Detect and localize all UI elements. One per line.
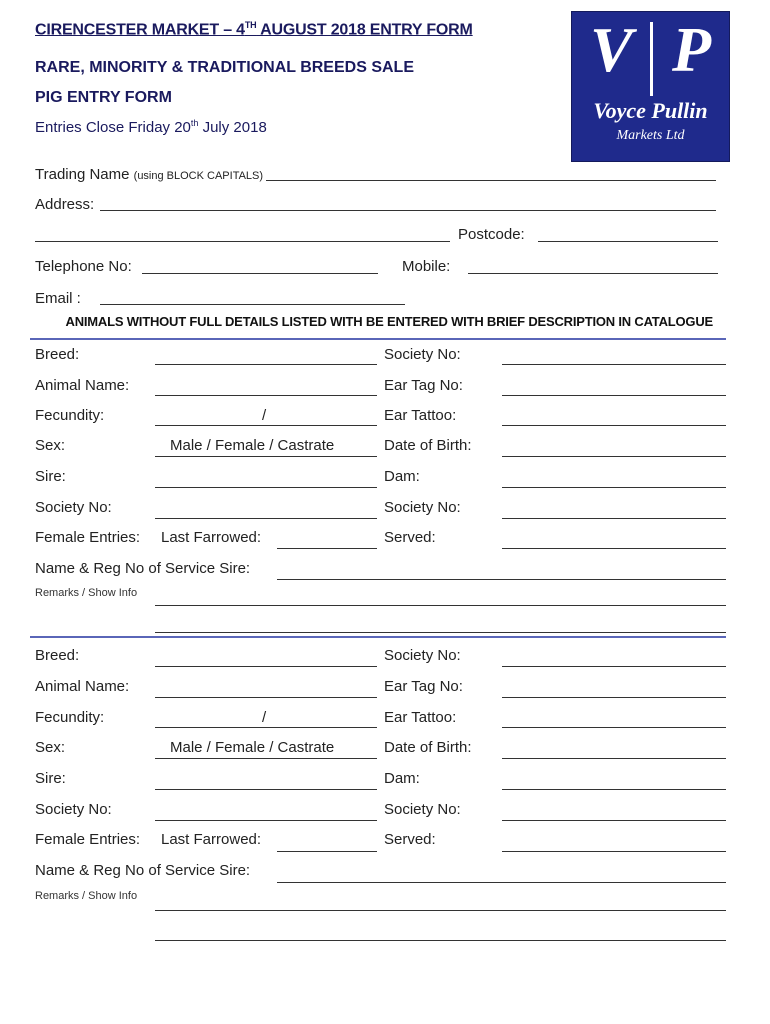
company-logo [571,11,730,162]
breed-field[interactable] [155,364,377,365]
logo-letter-v: V [590,14,633,85]
mobile-field[interactable] [468,273,718,274]
service-sire-label: Name & Reg No of Service Sire: [35,560,251,577]
sex-label: Sex: [35,437,66,454]
catalogue-notice: ANIMALS WITHOUT FULL DETAILS LISTED WITH BE ENTERED WITH BRIEF DESCRIPTION IN CATALOGUE [65,314,713,329]
email-label: Email : [35,290,81,307]
logo-letter-p: P [672,14,712,85]
society-no-label: Society No: [384,346,461,363]
logo-divider [650,22,653,96]
served-label: Served: [384,831,436,848]
ear-tattoo-field[interactable] [502,727,726,728]
form-subtitle: PIG ENTRY FORM [35,89,172,106]
ear-tattoo-label: Ear Tattoo: [384,407,457,424]
logo-company-sub: Markets Ltd [616,128,685,143]
remarks-field-line1[interactable] [155,605,726,606]
ear-tattoo-field[interactable] [502,425,726,426]
ear-tattoo-label: Ear Tattoo: [384,709,457,726]
postcode-field[interactable] [538,241,718,242]
breed-label: Breed: [35,346,80,363]
society-no-field[interactable] [502,364,726,365]
dam-field[interactable] [502,789,726,790]
remarks-label: Remarks / Show Info [35,890,138,902]
society-no-label: Society No: [384,647,461,664]
email-field[interactable] [100,304,405,305]
dam-society-no-field[interactable] [502,518,726,519]
remarks-label: Remarks / Show Info [35,587,138,599]
date-of-birth-label: Date of Birth: [384,739,472,756]
breed-field[interactable] [155,666,377,667]
female-entries-label: Female Entries: [35,831,141,848]
trading-name-field[interactable] [266,180,716,181]
dam-society-no-label: Society No: [384,499,461,516]
sex-options[interactable]: Male / Female / Castrate [170,739,335,756]
dam-field[interactable] [502,487,726,488]
ear-tag-field[interactable] [502,697,726,698]
fecundity-label: Fecundity: [35,709,105,726]
remarks-field-line2[interactable] [155,940,726,941]
female-entries-label: Female Entries: [35,529,141,546]
served-field[interactable] [502,548,726,549]
fecundity-field[interactable] [155,727,377,728]
postcode-label: Postcode: [458,226,525,243]
sire-label: Sire: [35,468,66,485]
service-sire-label: Name & Reg No of Service Sire: [35,862,251,879]
ear-tag-label: Ear Tag No: [384,377,463,394]
form-title: CIRENCESTER MARKET – 4TH AUGUST 2018 ENTRY FORM [35,20,473,39]
sire-society-no-field[interactable] [155,518,377,519]
fecundity-slash: / [262,709,267,726]
telephone-field[interactable] [142,273,378,274]
breed-label: Breed: [35,647,80,664]
served-label: Served: [384,529,436,546]
date-of-birth-field[interactable] [502,758,726,759]
date-of-birth-field[interactable] [502,456,726,457]
telephone-label: Telephone No: [35,258,132,275]
sire-society-no-field[interactable] [155,820,377,821]
last-farrowed-field[interactable] [277,548,377,549]
society-no-field[interactable] [502,666,726,667]
sex-options[interactable]: Male / Female / Castrate [170,437,335,454]
sale-subtitle: RARE, MINORITY & TRADITIONAL BREEDS SALE [35,59,414,76]
animal-name-field[interactable] [155,395,377,396]
closing-date: Entries Close Friday 20th July 2018 [35,118,267,136]
last-farrowed-label: Last Farrowed: [161,831,262,848]
service-sire-field[interactable] [277,882,726,883]
entry-separator [30,636,726,638]
ear-tag-label: Ear Tag No: [384,678,463,695]
sex-field[interactable] [155,456,377,457]
address-label: Address: [35,196,95,213]
sire-field[interactable] [155,487,377,488]
entry-separator [30,338,726,340]
address-field-line2[interactable] [35,241,450,242]
last-farrowed-label: Last Farrowed: [161,529,262,546]
animal-name-label: Animal Name: [35,678,130,695]
dam-label: Dam: [384,770,420,787]
remarks-field-line2[interactable] [155,632,726,633]
sire-society-no-label: Society No: [35,499,112,516]
logo-company-name: Voyce Pullin [593,98,708,123]
sire-field[interactable] [155,789,377,790]
animal-name-label: Animal Name: [35,377,130,394]
mobile-label: Mobile: [402,258,451,275]
dam-label: Dam: [384,468,420,485]
remarks-field-line1[interactable] [155,910,726,911]
sex-label: Sex: [35,739,66,756]
fecundity-label: Fecundity: [35,407,105,424]
ear-tag-field[interactable] [502,395,726,396]
trading-name-hint: (using BLOCK CAPITALS) [133,170,264,182]
dam-society-no-label: Society No: [384,801,461,818]
sex-field[interactable] [155,758,377,759]
sire-society-no-label: Society No: [35,801,112,818]
animal-name-field[interactable] [155,697,377,698]
fecundity-field[interactable] [155,425,377,426]
service-sire-field[interactable] [277,579,726,580]
fecundity-slash: / [262,407,267,424]
date-of-birth-label: Date of Birth: [384,437,472,454]
trading-name-label: Trading Name (using BLOCK CAPITALS) [35,166,264,183]
dam-society-no-field[interactable] [502,820,726,821]
sire-label: Sire: [35,770,66,787]
served-field[interactable] [502,851,726,852]
address-field-line1[interactable] [100,210,716,211]
last-farrowed-field[interactable] [277,851,377,852]
